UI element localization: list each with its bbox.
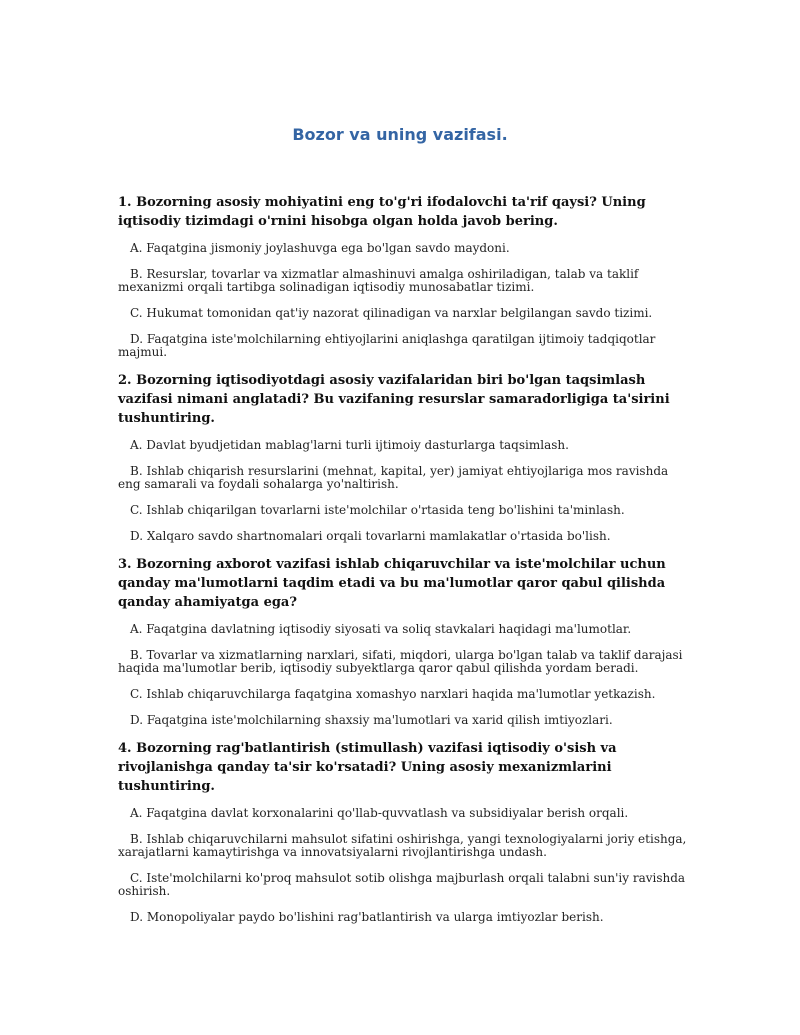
- question-list: [118, 193, 688, 936]
- option-d: D. Faqatgina iste'molchilarning ehtiyojlarini aniqlashga qaratilgan ijtimoiy tadqiqotlar majmui.: [118, 332, 656, 359]
- option-a: A. Faqatgina davlatning iqtisodiy siyosati va soliq stavkalari haqidagi ma'lumotlar.: [130, 622, 632, 636]
- option-d: D. Faqatgina iste'molchilarning shaxsiy ma'lumotlari va xarid qilish imtiyozlari.: [130, 713, 613, 727]
- option-c: C. Ishlab chiqaruvchilarga faqatgina xomashyo narxlari haqida ma'lumotlar yetkazish.: [130, 687, 656, 701]
- option-d: D. Xalqaro savdo shartnomalari orqali tovarlarni mamlakatlar o'rtasida bo'lish.: [130, 529, 611, 543]
- option-a: A. Faqatgina jismoniy joylashuvga ega bo'lgan savdo maydoni.: [130, 241, 510, 255]
- question-text: 3. Bozorning axborot vazifasi ishlab chiqaruvchilar va iste'molchilar uchun qanday ma'lumotlarni taqdim etadi va bu ma'lumotlar qaror qabul qilishda qanday ahamiyatga ega?: [118, 557, 666, 610]
- document-title: Bozor va uning vazifasi.: [292, 125, 508, 144]
- option-d: D. Monopoliyalar paydo bo'lishini rag'batlantirish va ularga imtiyozlar berish.: [130, 910, 604, 924]
- question-block-1: [118, 193, 688, 359]
- question-text: 4. Bozorning rag'batlantirish (stimullash) vazifasi iqtisodiy o'sish va rivojlanishga qanday ta'sir ko'rsatadi? Uning asosiy mexanizmlarini tushuntiring.: [118, 741, 617, 794]
- option-c: C. Iste'molchilarni ko'proq mahsulot sotib olishga majburlash orqali talabni sun'iy ravishda oshirish.: [118, 871, 686, 898]
- option-c: C. Ishlab chiqarilgan tovarlarni iste'molchilar o'rtasida teng bo'lishini ta'minlash.: [130, 503, 625, 517]
- question-text: 1. Bozorning asosiy mohiyatini eng to'g'ri ifodalovchi ta'rif qaysi? Uning iqtisodiy tizimdagi o'rnini hisobga olgan holda javob bering.: [118, 195, 646, 229]
- question-block-2: [118, 371, 688, 543]
- option-b: B. Ishlab chiqaruvchilarni mahsulot sifatini oshirishga, yangi texnologiyalarni joriy etishga, xarajatlarni kamaytirishga va innovatsiyalarni rivojlantirishga undash.: [118, 832, 687, 859]
- option-c: C. Hukumat tomonidan qat'iy nazorat qilinadigan va narxlar belgilangan savdo tizimi.: [130, 306, 653, 320]
- option-b: B. Ishlab chiqarish resurslarini (mehnat, kapital, yer) jamiyat ehtiyojlariga mos ravishda eng samarali va foydali sohalarga yo'naltirish.: [118, 464, 669, 491]
- question-text: 2. Bozorning iqtisodiyotdagi asosiy vazifalaridan biri bo'lgan taqsimlash vazifasi nimani anglatadi? Bu vazifaning resurslar samaradorligiga ta'sirini tushuntiring.: [118, 373, 670, 426]
- question-block-4: [118, 739, 688, 924]
- option-b: B. Resurslar, tovarlar va xizmatlar almashinuvi amalga oshiriladigan, talab va taklif mexanizmi orqali tartibga solinadigan iqtisodiy munosabatlar tizimi.: [118, 267, 639, 294]
- option-a: A. Davlat byudjetidan mablag'larni turli ijtimoiy dasturlarga taqsimlash.: [130, 438, 569, 452]
- option-a: A. Faqatgina davlat korxonalarini qo'llab-quvvatlash va subsidiyalar berish orqali.: [130, 806, 629, 820]
- question-block-3: [118, 555, 688, 727]
- option-b: B. Tovarlar va xizmatlarning narxlari, sifati, miqdori, ularga bo'lgan talab va taklif darajasi haqida ma'lumotlar berib, iqtisodiy subyektlarga qaror qabul qilishda yordam beradi.: [118, 648, 683, 675]
